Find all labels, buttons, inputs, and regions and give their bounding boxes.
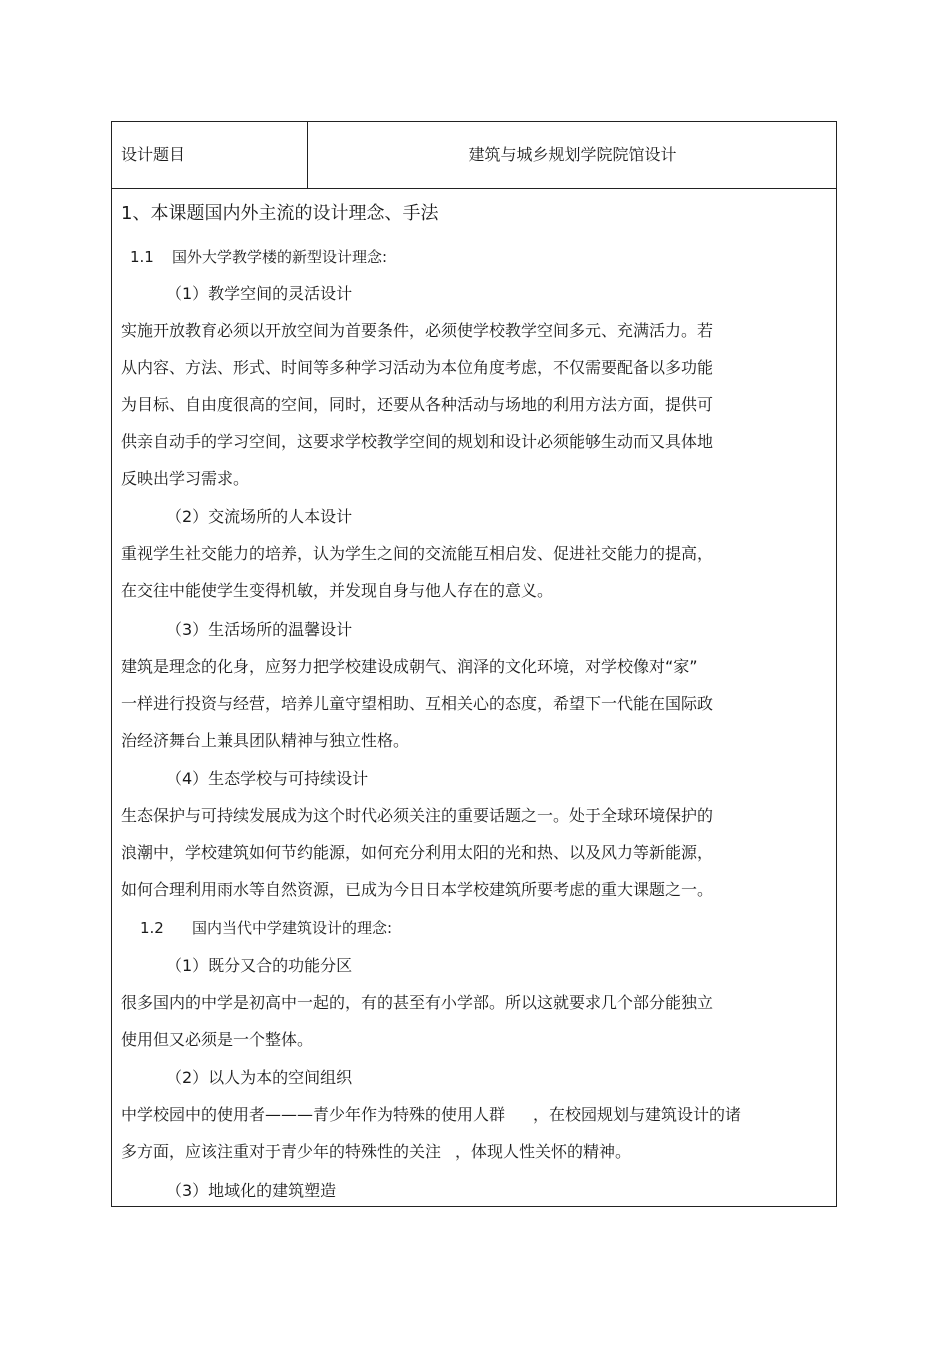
paragraph-line: 很多国内的中学是初高中一起的，有的甚至有小学部。所以这就要求几个部分能独立 xyxy=(121,993,714,1012)
design-form-table xyxy=(111,121,837,1207)
item-3-title: （3）生活场所的温馨设计 xyxy=(166,620,353,639)
design-topic-value: 建筑与城乡规划学院院馆设计 xyxy=(468,145,677,164)
item-1-title: （1）教学空间的灵活设计 xyxy=(166,284,353,303)
paragraph-line: 如何合理利用雨水等自然资源，已成为今日日本学校建筑所要考虑的重大课题之一。 xyxy=(121,880,714,899)
section-1-1 xyxy=(130,246,387,268)
section-1-1-number: 1.1 xyxy=(130,248,154,266)
paragraph-line: 供亲自动手的学习空间，这要求学校教学空间的规划和设计必须能够生动而又具体地 xyxy=(121,432,714,451)
paragraph-line: 重视学生社交能力的培养，认为学生之间的交流能互相启发、促进社交能力的提高， xyxy=(121,544,714,563)
design-topic-label: 设计题目 xyxy=(112,122,308,188)
paragraph-line: 建筑是理念的化身，应努力把学校建设成朝气、润泽的文化环境，对学校像对“家” xyxy=(121,657,698,676)
paragraph-fragment: ，体现人性关怀的精神。 xyxy=(455,1142,632,1161)
paragraph-line: 使用但又必须是一个整体。 xyxy=(121,1030,314,1049)
paragraph-line: 从内容、方法、形式、时间等多种学习活动为本位角度考虑，不仅需要配备以多功能 xyxy=(121,358,714,377)
item-2-title: （2）交流场所的人本设计 xyxy=(166,507,353,526)
item-4-title: （4）生态学校与可持续设计 xyxy=(166,769,369,788)
paragraph-line: 一样进行投资与经营，培养儿童守望相助、互相关心的态度，希望下一代能在国际政 xyxy=(121,694,714,713)
paragraph-fragment: 多方面，应该注重对于青少年的特殊性的关注 xyxy=(121,1142,442,1161)
section-1-1-title: 国外大学教学楼的新型设计理念: xyxy=(172,248,388,266)
paragraph-line xyxy=(121,1104,741,1126)
section-1-2-title: 国内当代中学建筑设计的理念: xyxy=(192,919,393,937)
paragraph-line: 反映出学习需求。 xyxy=(121,469,250,488)
section-1-2-number: 1.2 xyxy=(140,919,164,937)
paragraph-fragment: 中学校园中的使用者———青少年作为特殊的使用人群 xyxy=(121,1105,506,1124)
paragraph-fragment: ，在校园规划与建筑设计的诸 xyxy=(533,1105,742,1124)
paragraph-line: 在交往中能使学生变得机敏，并发现自身与他人存在的意义。 xyxy=(121,581,554,600)
paragraph-line: 浪潮中，学校建筑如何节约能源，如何充分利用太阳的光和热、以及风力等新能源， xyxy=(121,843,714,862)
paragraph-line xyxy=(121,1141,631,1163)
item-6-title: （2）以人为本的空间组织 xyxy=(166,1068,353,1087)
item-5-title: （1）既分又合的功能分区 xyxy=(166,956,353,975)
section-1-2 xyxy=(140,917,392,939)
paragraph-line: 治经济舞台上兼具团队精神与独立性格。 xyxy=(121,731,410,750)
title-row xyxy=(112,122,836,189)
paragraph-line: 实施开放教育必须以开放空间为首要条件，必须使学校教学空间多元、充满活力。若 xyxy=(121,321,714,340)
paragraph-line: 为目标、自由度很高的空间，同时，还要从各种活动与场地的利用方法方面，提供可 xyxy=(121,395,714,414)
paragraph-line: 生态保护与可持续发展成为这个时代必须关注的重要话题之一。处于全球环境保护的 xyxy=(121,806,714,825)
section-heading: 1、本课题国内外主流的设计理念、手法 xyxy=(121,203,439,224)
item-7-title: （3）地域化的建筑塑造 xyxy=(166,1181,337,1200)
